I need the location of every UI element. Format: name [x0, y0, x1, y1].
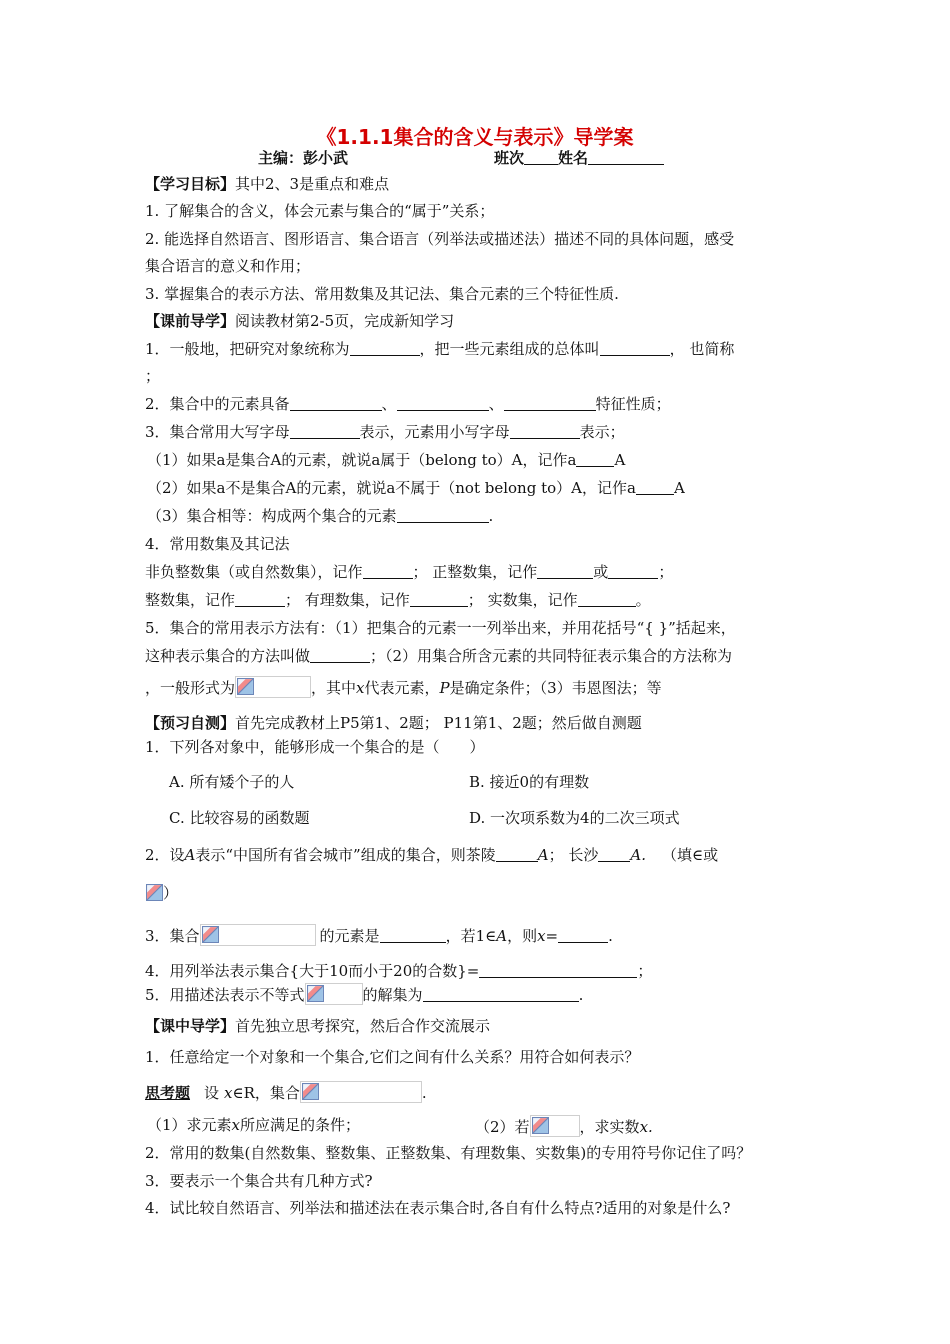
- preview-q2: [145, 394, 671, 414]
- text: （2）若: [475, 1118, 530, 1136]
- text: .: [488, 507, 494, 525]
- answer-blank[interactable]: [608, 564, 658, 579]
- text: ，把一些元素组成的总体叫: [419, 340, 600, 358]
- inclass-q3: 3．要表示一个集合共有几种方式?: [145, 1172, 373, 1190]
- preview-intro: 阅读教材第2-5页，完成新知学习: [235, 312, 455, 330]
- answer-blank[interactable]: [380, 928, 446, 943]
- answer-blank[interactable]: [397, 508, 489, 523]
- option-d: D. 一次项系数为4的二次三项式: [469, 809, 680, 827]
- text: ，则: [507, 927, 538, 945]
- broken-image-icon: [302, 1083, 319, 1100]
- goal-item: 集合语言的意义和作用；: [145, 257, 311, 275]
- text: ∈R，集合: [232, 1084, 300, 1102]
- answer-blank[interactable]: [600, 341, 670, 356]
- var-x: x: [537, 927, 546, 945]
- text: A: [673, 479, 685, 497]
- preview-q1: [145, 339, 734, 359]
- text: ； 正整数集，记作: [412, 563, 538, 581]
- text: 3．集合: [145, 927, 200, 945]
- inclass-q2: 2．常用的数集(自然数集、整数集、正整数集、有理数集、实数集)的专用符号你记住了吗？: [145, 1144, 752, 1162]
- text: 3．集合常用大写字母: [145, 423, 290, 441]
- broken-image-icon: [307, 985, 324, 1002]
- answer-blank[interactable]: [410, 592, 468, 607]
- formula-image: [530, 1115, 580, 1137]
- selftest-q1: 1．下列各对象中，能够形成一个集合的是（ ）: [145, 738, 485, 756]
- answer-blank[interactable]: [310, 648, 370, 663]
- text: 1．一般地，把研究对象统称为: [145, 340, 350, 358]
- text: 5．用描述法表示不等式: [145, 986, 305, 1004]
- text: ；: [658, 563, 674, 581]
- text: （3）集合相等：构成两个集合的元素: [147, 507, 397, 525]
- text: 的解集为: [362, 986, 423, 1004]
- text: .: [608, 927, 613, 945]
- answer-blank[interactable]: [510, 424, 580, 439]
- text: ，其中: [311, 679, 357, 697]
- inclass-q4: 4．试比较自然语言、列举法和描述法在表示集合时,各自有什么特点?适用的对象是什么?: [145, 1199, 731, 1217]
- preview-q3-2: [147, 478, 685, 498]
- text: 这种表示集合的方法叫做: [145, 647, 311, 665]
- text: A: [614, 451, 626, 469]
- text: （填∈或: [661, 846, 719, 864]
- preview-q3-1: [147, 450, 625, 470]
- text: .: [578, 986, 584, 1004]
- answer-blank[interactable]: [423, 987, 579, 1002]
- text: 表示“中国所有省会城市”组成的集合，则茶陵: [195, 846, 496, 864]
- text: 是确定条件；（3）韦恩图法；等: [449, 679, 662, 697]
- text: ，若1∈: [445, 927, 497, 945]
- text: 2．集合中的元素具备: [145, 395, 290, 413]
- class-label: 班次: [494, 149, 525, 167]
- text: 。: [635, 591, 651, 609]
- think-sub1: [147, 1115, 360, 1135]
- preview-header: [145, 311, 454, 331]
- answer-blank[interactable]: [496, 847, 538, 862]
- text: ，一般形式为: [145, 679, 236, 697]
- inclass-intro: 首先独立思考探究，然后合作交流展示: [235, 1017, 491, 1035]
- preview-q5-line3: [145, 676, 662, 698]
- text: ）: [163, 884, 179, 902]
- selftest-q2-cont: [145, 883, 178, 903]
- text: 特征性质；: [595, 395, 671, 413]
- selftest-q2: [145, 845, 718, 865]
- text: 或: [593, 563, 609, 581]
- formula-image: [200, 924, 316, 946]
- inclass-q1: 1．任意给定一个对象和一个集合,它们之间有什么关系？用符合如何表示？: [145, 1048, 640, 1066]
- option-a: A. 所有矮个子的人: [169, 773, 295, 791]
- inclass-header: [145, 1016, 490, 1036]
- preview-q1-cont: ；: [145, 367, 161, 385]
- class-blank[interactable]: [524, 150, 558, 165]
- selftest-q4: [145, 961, 652, 981]
- text: （2）如果a不是集合A的元素，就说a不属于（not belong to）A，记作a: [147, 479, 636, 497]
- var-a: A: [184, 846, 196, 864]
- think-label: 思考题: [145, 1084, 191, 1102]
- text: .: [421, 1084, 427, 1102]
- think-sub2: [475, 1115, 653, 1137]
- var-x: x.: [639, 1118, 653, 1136]
- text: 表示；: [579, 423, 625, 441]
- text: ； 实数集，记作: [467, 591, 578, 609]
- answer-blank[interactable]: [537, 564, 593, 579]
- answer-blank[interactable]: [290, 396, 382, 411]
- text: 、: [381, 395, 397, 413]
- goal-item: 1. 了解集合的含义，体会元素与集合的“属于”关系；: [145, 202, 495, 220]
- editor-line: 主编：彭小武: [258, 149, 349, 167]
- answer-blank[interactable]: [397, 396, 489, 411]
- answer-blank[interactable]: [350, 341, 420, 356]
- broken-image-icon: [532, 1117, 549, 1134]
- text: ；: [637, 962, 653, 980]
- text: ； 有理数集，记作: [285, 591, 410, 609]
- document-title: 《1.1.1集合的含义与表示》导学案: [316, 125, 634, 149]
- answer-blank[interactable]: [363, 564, 413, 579]
- text: 的元素是: [319, 927, 380, 945]
- text: 、: [488, 395, 504, 413]
- text: 所应满足的条件；: [240, 1116, 361, 1134]
- text: ； 长沙: [548, 846, 599, 864]
- answer-blank[interactable]: [235, 592, 285, 607]
- broken-image-icon: [146, 884, 163, 901]
- goal-item: 3. 掌握集合的表示方法、常用数集及其记法、集合元素的三个特征性质.: [145, 285, 619, 303]
- goals-intro: 其中2、3是重点和难点: [235, 175, 390, 193]
- preview-q3: [145, 422, 625, 442]
- answer-blank[interactable]: [578, 592, 636, 607]
- var-a: A: [496, 927, 508, 945]
- preview-q3-3: [147, 506, 493, 526]
- goals-header: [145, 174, 389, 194]
- name-blank[interactable]: [588, 150, 664, 165]
- answer-blank[interactable]: [558, 928, 608, 943]
- option-c: C. 比较容易的函数题: [169, 809, 310, 827]
- answer-blank[interactable]: [479, 963, 637, 978]
- answer-blank[interactable]: [576, 452, 614, 467]
- selftest-heading: 【预习自测】: [145, 714, 236, 732]
- selftest-q3: [145, 924, 613, 946]
- text: 4．用列举法表示集合{大于10而小于20的合数}=: [145, 962, 480, 980]
- formula-image: [300, 1081, 422, 1103]
- goals-heading: 【学习目标】: [145, 175, 236, 193]
- preview-q4-line2: [145, 590, 651, 610]
- preview-q4-line1: [145, 562, 673, 582]
- text: ，求实数: [579, 1118, 640, 1136]
- text: =: [545, 927, 559, 945]
- option-b: B. 接近0的有理数: [469, 773, 590, 791]
- text: 2．设: [145, 846, 185, 864]
- preview-q5-line2: [145, 646, 732, 666]
- broken-image-icon: [237, 678, 254, 695]
- answer-blank[interactable]: [636, 480, 674, 495]
- var-a: A: [537, 846, 549, 864]
- name-label: 姓名: [558, 149, 589, 167]
- answer-blank[interactable]: [504, 396, 596, 411]
- text: 设: [204, 1084, 220, 1102]
- text: 表示，元素用小写字母: [359, 423, 510, 441]
- preview-heading: 【课前导学】: [145, 312, 236, 330]
- var-x: x: [224, 1084, 233, 1102]
- text: ；（2）用集合所含元素的共同特征表示集合的方法称为: [370, 647, 733, 665]
- answer-blank[interactable]: [598, 847, 630, 862]
- var-a: A.: [630, 846, 646, 864]
- var-x: x: [231, 1116, 241, 1134]
- text: ， 也简称: [669, 340, 735, 358]
- text: 非负整数集（或自然数集），记作: [145, 563, 363, 581]
- preview-q4: 4．常用数集及其记法: [145, 535, 290, 553]
- var-x: x: [356, 679, 365, 697]
- think-question: [145, 1081, 427, 1103]
- var-p: P: [439, 679, 450, 697]
- inclass-heading: 【课中导学】: [145, 1017, 236, 1035]
- text: 代表元素，: [364, 679, 440, 697]
- formula-image: [235, 676, 311, 698]
- selftest-q5: [145, 983, 583, 1005]
- preview-q5-line1: 5．集合的常用表示方法有：（1）把集合的元素一一列举出来，并用花括号“{ }”括起来，: [145, 619, 736, 637]
- selftest-intro: 首先完成教材上P5第1、2题； P11第1、2题；然后做自测题: [235, 714, 642, 732]
- text: （1）求元素: [147, 1116, 232, 1134]
- answer-blank[interactable]: [290, 424, 360, 439]
- text: （1）如果a是集合A的元素，就说a属于（belong to）A，记作a: [147, 451, 577, 469]
- text: 整数集，记作: [145, 591, 236, 609]
- symbol-image: [145, 883, 163, 903]
- formula-image: [305, 983, 363, 1005]
- goal-item: 2. 能选择自然语言、图形语言、集合语言（列举法或描述法）描述不同的具体问题，感受: [145, 230, 735, 248]
- broken-image-icon: [202, 926, 219, 943]
- selftest-header: [145, 713, 642, 733]
- class-name-line: [494, 147, 664, 168]
